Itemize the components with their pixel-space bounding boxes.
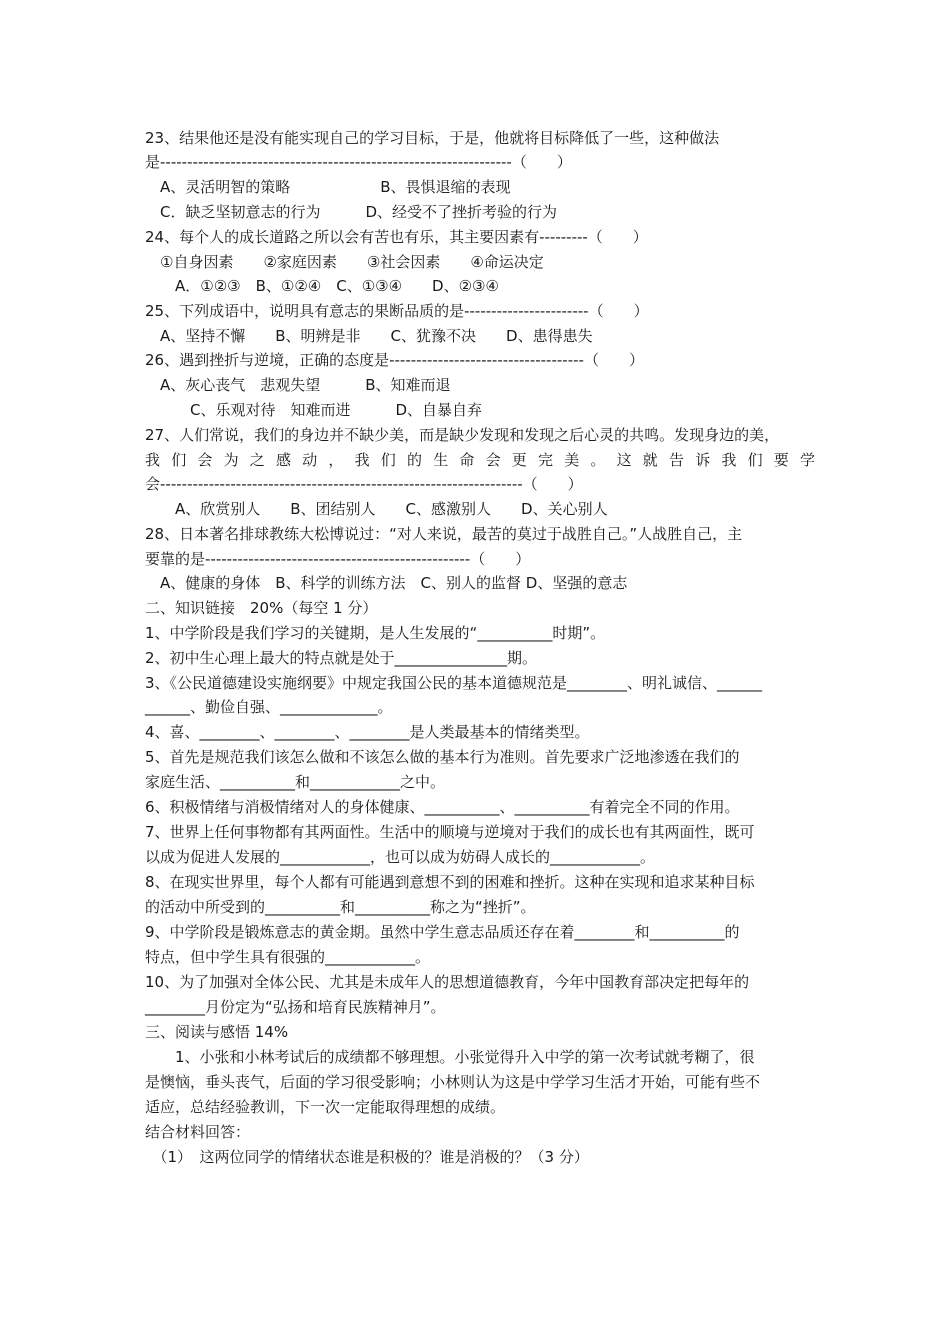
fill-item: 7、世界上任何事物都有其两面性。生活中的顺境与逆境对于我们的成长也有其两面性，既可 (145, 823, 755, 841)
fill-item: 特点，但中学生具有很强的____________。 (145, 948, 431, 966)
fill-item: 9、中学阶段是锻炼意志的黄金期。虽然中学生意志品质还存在着________和__________的 (145, 923, 740, 941)
fill-item: 3、《公民道德建设实施纲要》中规定我国公民的基本道德规范是________、明礼诚信、______ (145, 674, 763, 692)
fill-item: 6、积极情绪与消极情绪对人的身体健康、__________、__________有着完全不同的作用。 (145, 798, 740, 816)
question-23-stem-cont: 是-----------------------------------------------------------------（ ） (145, 153, 572, 171)
fill-item: 10、为了加强对全体公民、尤其是未成年人的思想道德教育，今年中国教育部决定把每年的 (145, 973, 750, 991)
reading-passage-cont: 是懊恼，垂头丧气，后面的学习很受影响；小林则认为这是中学学习生活才开始，可能有些不 (145, 1073, 761, 1091)
fill-item: ______、勤俭自强、_____________。 (145, 698, 393, 716)
question-23-options-cd: C．缺乏坚韧意志的行为 D、经受不了挫折考验的行为 (145, 203, 558, 221)
reading-instruction: 结合材料回答： (145, 1123, 251, 1141)
question-26-options-cd: C、乐观对待 知难而进 D、自暴自弃 (145, 401, 483, 419)
reading-question-1: （1） 这两位同学的情绪状态谁是积极的？谁是消极的？（3 分） (145, 1148, 589, 1166)
section-2-title: 二、知识链接 20%（每空 1 分） (145, 599, 378, 617)
question-27-stem-end: 会-------------------------------------------------------------------（ ） (145, 475, 583, 493)
fill-item: 2、初中生心理上最大的特点就是处于_______________期。 (145, 649, 538, 667)
reading-passage: 1、小张和小林考试后的成绩都不够理想。小张觉得升入中学的第一次考试就考糊了，很 (145, 1048, 755, 1066)
question-26-stem: 26、遇到挫折与逆境，正确的态度是------------------------------------（ ） (145, 351, 644, 369)
fill-item: 的活动中所受到的__________和__________称之为“挫折”。 (145, 898, 536, 916)
question-25-stem: 25、下列成语中，说明具有意志的果断品质的是-----------------------（ ） (145, 302, 649, 320)
fill-item: 家庭生活、__________和____________之中。 (145, 773, 446, 791)
question-26-options-ab: A、灰心丧气 悲观失望 B、知难而退 (145, 376, 451, 394)
question-24-stem: 24、每个人的成长道路之所以会有苦也有乐，其主要因素有---------（ ） (145, 228, 648, 246)
question-24-options: A．①②③ B、①②④ C、①③④ D、②③④ (145, 277, 499, 295)
question-28-options: A、健康的身体 B、科学的训练方法 C、别人的监督 D、坚强的意志 (145, 574, 628, 592)
reading-passage-end: 适应，总结经验教训，下一次一定能取得理想的成绩。 (145, 1098, 506, 1116)
section-3-title: 三、阅读与感悟 14% (145, 1023, 289, 1041)
question-24-factors: ①自身因素 ②家庭因素 ③社会因素 ④命运决定 (145, 253, 544, 271)
fill-item: 以成为促进人发展的____________，也可以成为妨碍人成长的____________。 (145, 848, 656, 866)
question-27-stem-cont: 我们会为之感动，我们的生命会更完美。这就告诉我们要学 (145, 451, 815, 469)
question-25-options: A、坚持不懈 B、明辨是非 C、犹豫不决 D、患得患失 (145, 327, 593, 345)
fill-item: ________月份定为“弘扬和培育民族精神月”。 (145, 998, 446, 1016)
fill-item: 5、首先是规范我们该怎么做和不该怎么做的基本行为准则。首先要求广泛地渗透在我们的 (145, 748, 740, 766)
question-28-stem: 28、日本著名排球教练大松博说过：“对人来说，最苦的莫过于战胜自己。”人战胜自己，主 (145, 525, 743, 543)
question-27-stem: 27、人们常说，我们的身边并不缺少美，而是缺少发现和发现之后心灵的共鸣。发现身边的美， (145, 426, 780, 444)
fill-item: 8、在现实世界里，每个人都有可能遇到意想不到的困难和挫折。这种在实现和追求某种目标 (145, 873, 755, 891)
fill-item: 4、喜、________、________、________是人类最基本的情绪类型。 (145, 723, 590, 741)
question-23-stem: 23、结果他还是没有能实现自己的学习目标，于是，他就将目标降低了一些，这种做法 (145, 129, 720, 147)
question-23-options-ab: A、灵活明智的策略 B、畏惧退缩的表现 (145, 178, 511, 196)
question-28-stem-cont: 要靠的是-------------------------------------------------（ ） (145, 550, 531, 568)
question-27-options: A、欣赏别人 B、团结别人 C、感激别人 D、关心别人 (145, 500, 608, 518)
fill-item: 1、中学阶段是我们学习的关键期，是人生发展的“__________时期”。 (145, 624, 606, 642)
